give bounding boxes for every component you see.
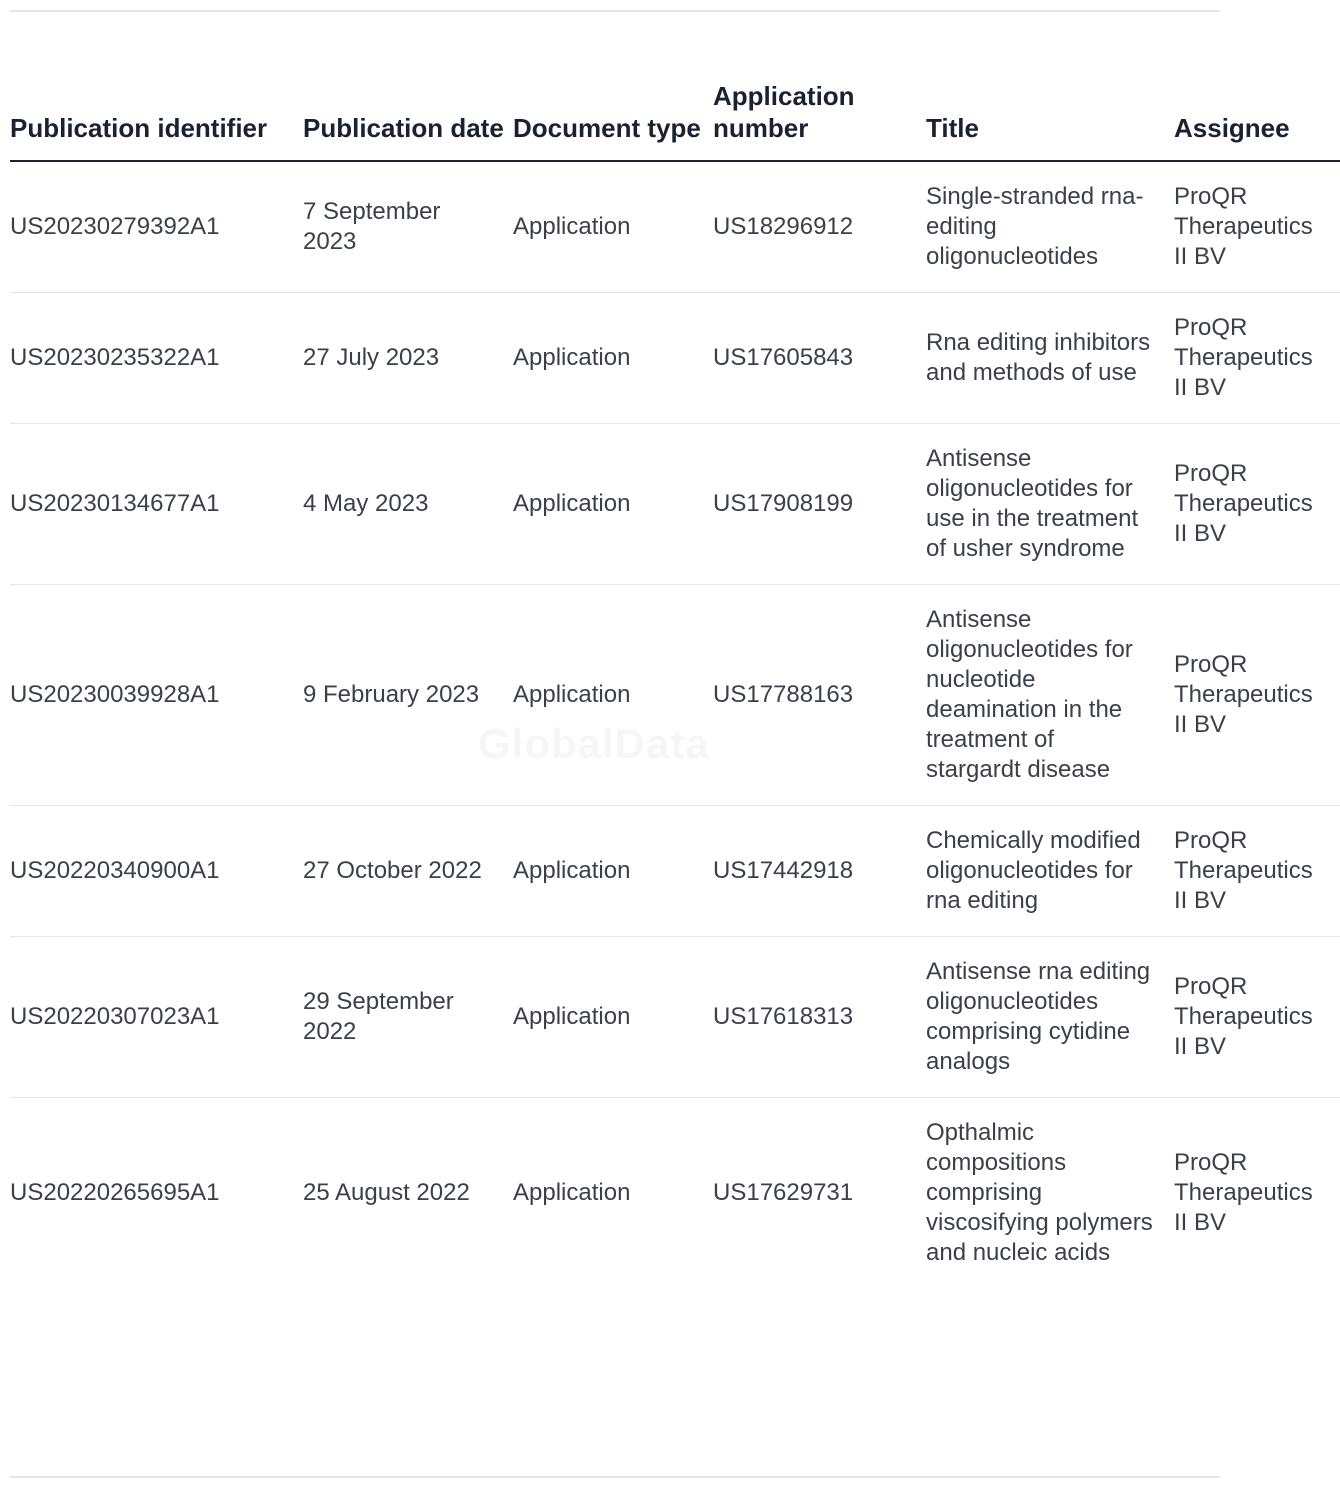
document-type-cell: Application [513, 424, 713, 585]
table-row [10, 1098, 1340, 1289]
header-application-number: Application number [713, 80, 926, 161]
document-type-cell: Application [513, 937, 713, 1098]
assignee-cell: ProQR Therapeutics II BV [1174, 161, 1340, 293]
top-divider [10, 10, 1220, 12]
title-cell: Opthalmic compositions comprising viscosifying polymers and nucleic acids [926, 1119, 1153, 1266]
assignee-cell: ProQR Therapeutics II BV [1174, 937, 1340, 1098]
table-row [10, 806, 1340, 937]
table-row [10, 585, 1340, 806]
title-cell: Chemically modified oligonucleotides for rna editing [926, 806, 1174, 937]
publication-identifier-cell: US20230134677A1 [10, 424, 303, 585]
patent-table [10, 80, 1340, 1288]
application-number-cell: US17605843 [713, 293, 926, 424]
document-type-cell: Application [513, 1179, 631, 1206]
header-title: Title [926, 80, 1174, 161]
document-type-cell: Application [513, 585, 713, 806]
publication-date-cell: 4 May 2023 [303, 424, 513, 585]
publication-date-cell: 27 July 2023 [303, 293, 513, 424]
publication-date-cell: 7 September 2023 [303, 161, 513, 293]
header-assignee: Assignee [1174, 80, 1340, 161]
publication-identifier-cell: US20230279392A1 [10, 161, 303, 293]
document-type-cell: Application [513, 293, 713, 424]
application-number-cell: US18296912 [713, 161, 926, 293]
application-number-cell: US17629731 [713, 1179, 854, 1206]
application-number-cell: US17908199 [713, 424, 926, 585]
publication-identifier-cell: US20220340900A1 [10, 806, 303, 937]
application-number-cell: US17442918 [713, 806, 926, 937]
publication-date-cell: 29 September 2022 [303, 937, 513, 1098]
title-cell: Rna editing inhibitors and methods of use [926, 293, 1174, 424]
table-row [10, 161, 1340, 293]
table-header-row [10, 80, 1340, 161]
bottom-divider [10, 1476, 1220, 1478]
document-type-cell: Application [513, 161, 713, 293]
title-cell: Single-stranded rna-editing oligonucleotides [926, 161, 1174, 293]
assignee-cell: ProQR Therapeutics II BV [1174, 293, 1340, 424]
application-number-cell: US17788163 [713, 585, 926, 806]
title-cell: Antisense oligonucleotides for use in the treatment of usher syndrome [926, 424, 1174, 585]
publication-identifier-cell: US20220307023A1 [10, 937, 303, 1098]
publication-identifier-cell: US20220265695A1 [10, 1179, 220, 1206]
table-row [10, 937, 1340, 1098]
header-publication-date: Publication date [303, 80, 513, 161]
publication-date-cell: 27 October 2022 [303, 806, 513, 937]
publication-date-cell: 25 August 2022 [303, 1179, 470, 1206]
patent-table-container [10, 80, 1313, 1288]
title-cell: Antisense rna editing oligonucleotides comprising cytidine analogs [926, 937, 1174, 1098]
application-number-cell: US17618313 [713, 937, 926, 1098]
assignee-cell: ProQR Therapeutics II BV [1174, 1149, 1313, 1236]
title-cell: Antisense oligonucleotides for nucleotide deamination in the treatment of stargardt disease [926, 585, 1174, 806]
header-document-type: Document type [513, 80, 713, 161]
document-type-cell: Application [513, 806, 713, 937]
publication-identifier-cell: US20230235322A1 [10, 293, 303, 424]
table-row [10, 424, 1340, 585]
publication-date-cell: 9 February 2023 [303, 585, 513, 806]
table-row [10, 293, 1340, 424]
assignee-cell: ProQR Therapeutics II BV [1174, 424, 1340, 585]
assignee-cell: ProQR Therapeutics II BV [1174, 806, 1340, 937]
publication-identifier-cell: US20230039928A1 [10, 585, 303, 806]
header-publication-identifier: Publication identifier [10, 80, 303, 161]
assignee-cell: ProQR Therapeutics II BV [1174, 585, 1340, 806]
